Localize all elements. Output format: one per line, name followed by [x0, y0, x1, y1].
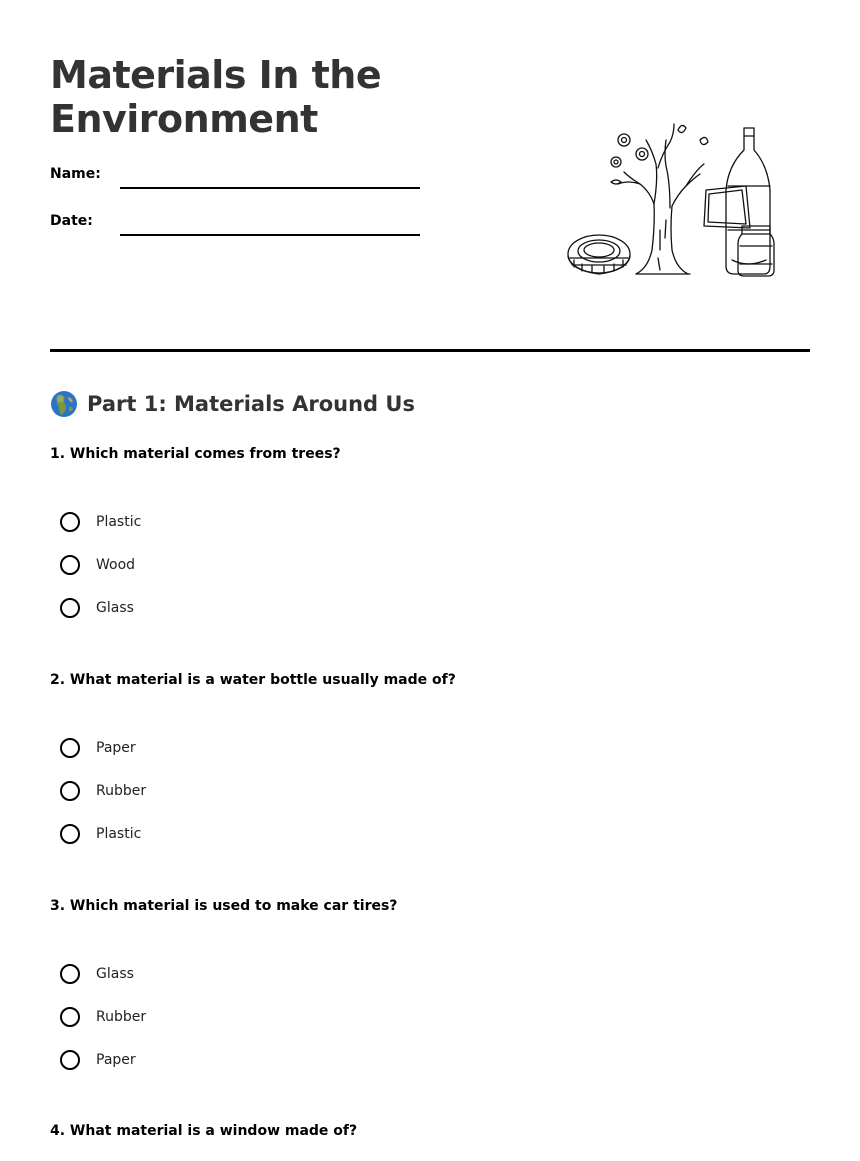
option-glass[interactable]	[60, 595, 134, 621]
option-label: Rubber	[96, 783, 147, 799]
option-paper[interactable]	[60, 735, 136, 761]
section-title: Part 1: Materials Around Us	[87, 392, 415, 416]
globe-icon	[50, 390, 78, 418]
radio-button[interactable]	[60, 781, 80, 801]
option-label: Wood	[96, 557, 136, 573]
radio-button[interactable]	[60, 1050, 80, 1070]
date-input-line[interactable]	[120, 234, 420, 236]
option-label: Glass	[96, 600, 134, 616]
section-divider	[50, 349, 810, 352]
option-label: Rubber	[96, 1009, 147, 1025]
date-field	[50, 210, 420, 236]
jar-drawing	[738, 226, 774, 276]
question-text: 1. Which material comes from trees?	[50, 446, 341, 462]
name-input-line[interactable]	[120, 187, 420, 189]
radio-button[interactable]	[60, 738, 80, 758]
question-text: 2. What material is a water bottle usually made of?	[50, 672, 456, 688]
materials-illustration	[566, 120, 780, 282]
option-label: Plastic	[96, 514, 142, 530]
page-title: Materials In the Environment	[50, 53, 382, 141]
option-rubber[interactable]	[60, 1004, 146, 1030]
option-glass[interactable]	[60, 961, 134, 987]
radio-button[interactable]	[60, 1007, 80, 1027]
option-label: Plastic	[96, 826, 142, 842]
tree-drawing	[611, 124, 708, 274]
section-heading	[50, 388, 415, 420]
name-field	[50, 163, 420, 189]
option-paper[interactable]	[60, 1047, 136, 1073]
worksheet-page	[50, 0, 810, 1161]
option-label: Glass	[96, 966, 134, 982]
radio-button[interactable]	[60, 964, 80, 984]
radio-button[interactable]	[60, 598, 80, 618]
paper-bag-drawing	[704, 186, 750, 228]
name-label: Name:	[50, 166, 101, 182]
tire-drawing	[568, 235, 630, 274]
radio-button[interactable]	[60, 555, 80, 575]
option-rubber[interactable]	[60, 778, 146, 804]
option-plastic[interactable]	[60, 821, 141, 847]
option-label: Paper	[96, 1052, 136, 1068]
question-text: 3. Which material is used to make car tires?	[50, 898, 398, 914]
date-label: Date:	[50, 213, 93, 229]
question-text: 4. What material is a window made of?	[50, 1123, 358, 1139]
option-label: Paper	[96, 740, 136, 756]
option-wood[interactable]	[60, 552, 135, 578]
radio-button[interactable]	[60, 824, 80, 844]
radio-button[interactable]	[60, 512, 80, 532]
option-plastic[interactable]	[60, 509, 141, 535]
